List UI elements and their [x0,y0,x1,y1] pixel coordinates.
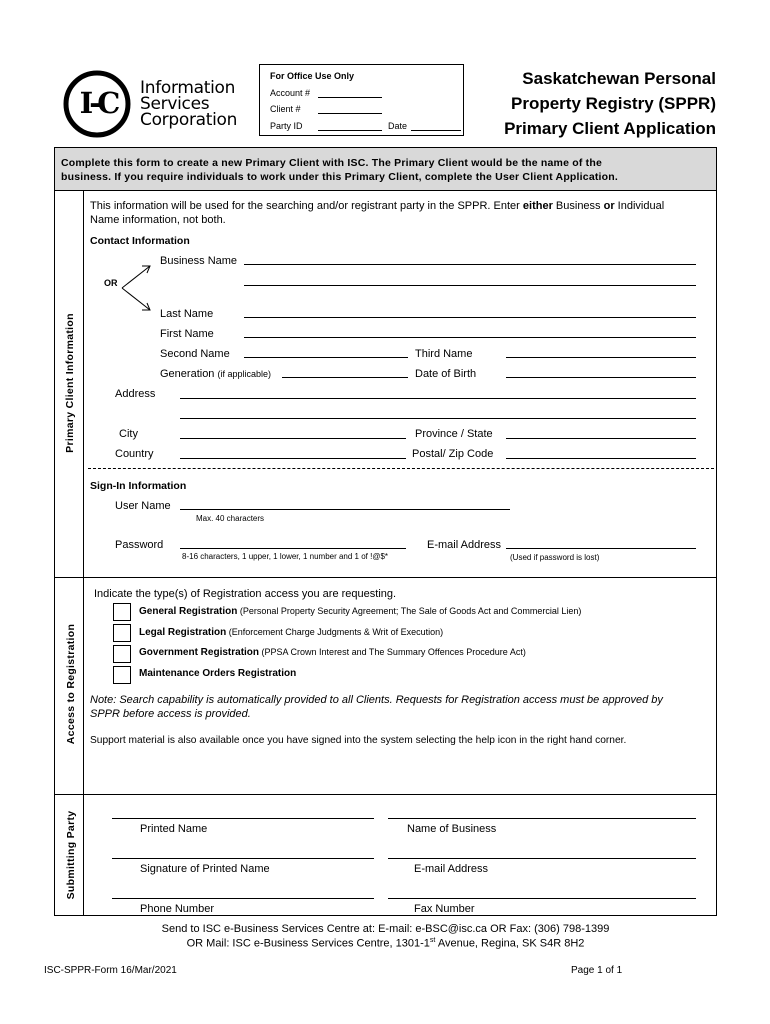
maintenance-orders-name: Maintenance Orders Registration [139,668,297,679]
second-name-label: Second Name [160,348,230,360]
city-label: City [119,428,138,440]
office-use-title: For Office Use Only [270,71,355,81]
country-field[interactable] [180,458,406,459]
last-name-field[interactable] [244,317,696,318]
form-title [504,66,716,141]
intro-line-2: business. If you require individuals to work under this Primary Client, complete the User Client Application. [61,171,619,183]
signature-field[interactable] [112,858,374,859]
contact-heading: Contact Information [90,235,190,247]
business-name-submit-label: Name of Business [407,823,497,835]
legal-registration-detail: (Enforcement Charge Judgments & Writ of Execution) [226,627,444,637]
legal-registration-label [139,627,443,638]
username-field[interactable] [180,509,510,510]
city-field[interactable] [180,438,406,439]
government-registration-name: Government Registration [139,647,260,658]
party-id-field[interactable] [318,130,382,131]
postal-label: Postal/ Zip Code [412,448,494,460]
signature-label: Signature of Printed Name [140,863,270,875]
support-text: Support material is also available once you have signed into the system selecting the help icon in the right hand corner. [90,735,627,746]
client-label: Client # [270,104,301,114]
general-registration-detail: (Personal Property Security Agreement; The Sale of Goods Act and Commercial Lien) [237,606,582,616]
mail-line-pre: OR Mail: ISC e-Business Services Centre, 1301-1 [186,937,430,950]
general-registration-label [139,606,581,617]
country-label: Country [115,448,154,460]
general-registration-checkbox[interactable] [113,603,131,621]
fax-label: Fax Number [414,903,475,915]
legal-registration-name: Legal Registration [139,627,227,638]
mail-line-sup: st [429,937,436,944]
section-divider-2 [55,794,716,795]
government-registration-label [139,647,526,658]
access-note-line-2: SPPR before access is provided. [90,708,251,720]
password-hint: 8-16 characters, 1 upper, 1 lower, 1 number and 1 of !@$* [182,552,389,561]
business-name-submit-field[interactable] [388,818,696,819]
footer-mail-line [54,937,717,950]
title-line-1: Saskatchewan Personal [522,69,716,88]
client-field[interactable] [318,113,382,114]
primary-info-line-2: Name information, not both. [90,214,226,226]
title-line-2: Property Registry (SPPR) [511,94,716,113]
party-id-label: Party ID [270,121,303,131]
footer-send-line: Send to ISC e-Business Services Centre at: E-mail: e-BSC@isc.ca OR Fax: (306) 798-1399 [161,923,610,935]
info-text-a: This information will be used for the searching and/or registrant party in the SPPR. Enter [90,200,523,212]
info-or: or [603,200,615,212]
username-label: User Name [115,500,171,512]
username-hint: Max. 40 characters [196,514,265,523]
government-registration-checkbox[interactable] [113,645,131,663]
office-date-label: Date [388,121,408,131]
logo-line-3: Corporation [140,110,238,130]
isc-logo [62,70,247,138]
postal-field[interactable] [506,458,696,459]
government-registration-detail: (PPSA Crown Interest and The Summary Offences Procedure Act) [259,647,526,657]
generation-label [160,368,271,380]
password-label: Password [115,539,164,551]
section-label-access: Access to Registration [65,623,77,745]
dob-field[interactable] [506,377,696,378]
first-name-label: First Name [160,328,214,340]
general-registration-name: General Registration [139,606,238,617]
title-line-3: Primary Client Application [504,119,716,138]
access-note-line-1: Note: Search capability is automatically provided to all Clients. Requests for Registration access must be approved by [90,694,663,706]
first-name-field[interactable] [244,337,696,338]
province-field[interactable] [506,438,696,439]
printed-name-field[interactable] [112,818,374,819]
info-text-c: Individual [614,200,665,212]
account-label: Account # [270,88,311,98]
account-field[interactable] [318,97,382,98]
phone-field[interactable] [112,898,374,899]
address-field-2[interactable] [180,418,696,419]
section-divider-1 [55,577,716,578]
intro-line-1: Complete this form to create a new Primary Client with ISC. The Primary Client would be the name of the [61,157,603,169]
address-label: Address [115,388,156,400]
submit-email-field[interactable] [388,858,696,859]
second-name-field[interactable] [244,357,408,358]
primary-info-line-1 [90,200,664,212]
email-label: E-mail Address [427,539,501,551]
section-label-submitting: Submitting Party [65,810,77,900]
email-hint: (Used if password is lost) [510,553,600,562]
page-number: Page 1 of 1 [571,965,623,976]
third-name-label: Third Name [415,348,473,360]
province-label: Province / State [415,428,493,440]
business-name-field[interactable] [244,264,696,265]
access-instruction: Indicate the type(s) of Registration access you are requesting. [94,588,397,600]
logo-line-2: Services [140,94,210,114]
business-name-label: Business Name [160,255,238,267]
last-name-label: Last Name [160,308,214,320]
email-field[interactable] [506,548,696,549]
printed-name-label: Printed Name [140,823,208,835]
legal-registration-checkbox[interactable] [113,624,131,642]
signin-heading: Sign-In Information [90,480,187,492]
or-label: OR [104,278,118,288]
fax-field[interactable] [388,898,696,899]
intro-banner [55,148,716,191]
third-name-field[interactable] [506,357,696,358]
label-column-divider [83,190,84,916]
dob-label: Date of Birth [415,368,477,380]
generation-text: Generation [160,368,215,380]
generation-note: (if applicable) [217,369,272,379]
phone-label: Phone Number [140,903,214,915]
logo-line-1: Information [140,78,236,98]
submit-email-label: E-mail Address [414,863,488,875]
generation-field[interactable] [282,377,408,378]
dashed-divider [88,468,714,469]
form-id: ISC-SPPR-Form 16/Mar/2021 [44,965,177,976]
info-either: either [522,200,553,212]
address-field-1[interactable] [180,398,696,399]
maintenance-orders-checkbox[interactable] [113,666,131,684]
password-field[interactable] [180,548,406,549]
logo-glyph: I-C [79,86,117,120]
mail-line-post: Avenue, Regina, SK S4R 8H2 [435,937,585,950]
info-text-b: Business [552,200,604,212]
or-arrows-icon [118,258,158,318]
business-name-field-2[interactable] [244,285,696,286]
office-date-field[interactable] [411,130,461,131]
maintenance-orders-label [139,668,296,679]
section-label-primary: Primary Client Information [64,313,76,453]
